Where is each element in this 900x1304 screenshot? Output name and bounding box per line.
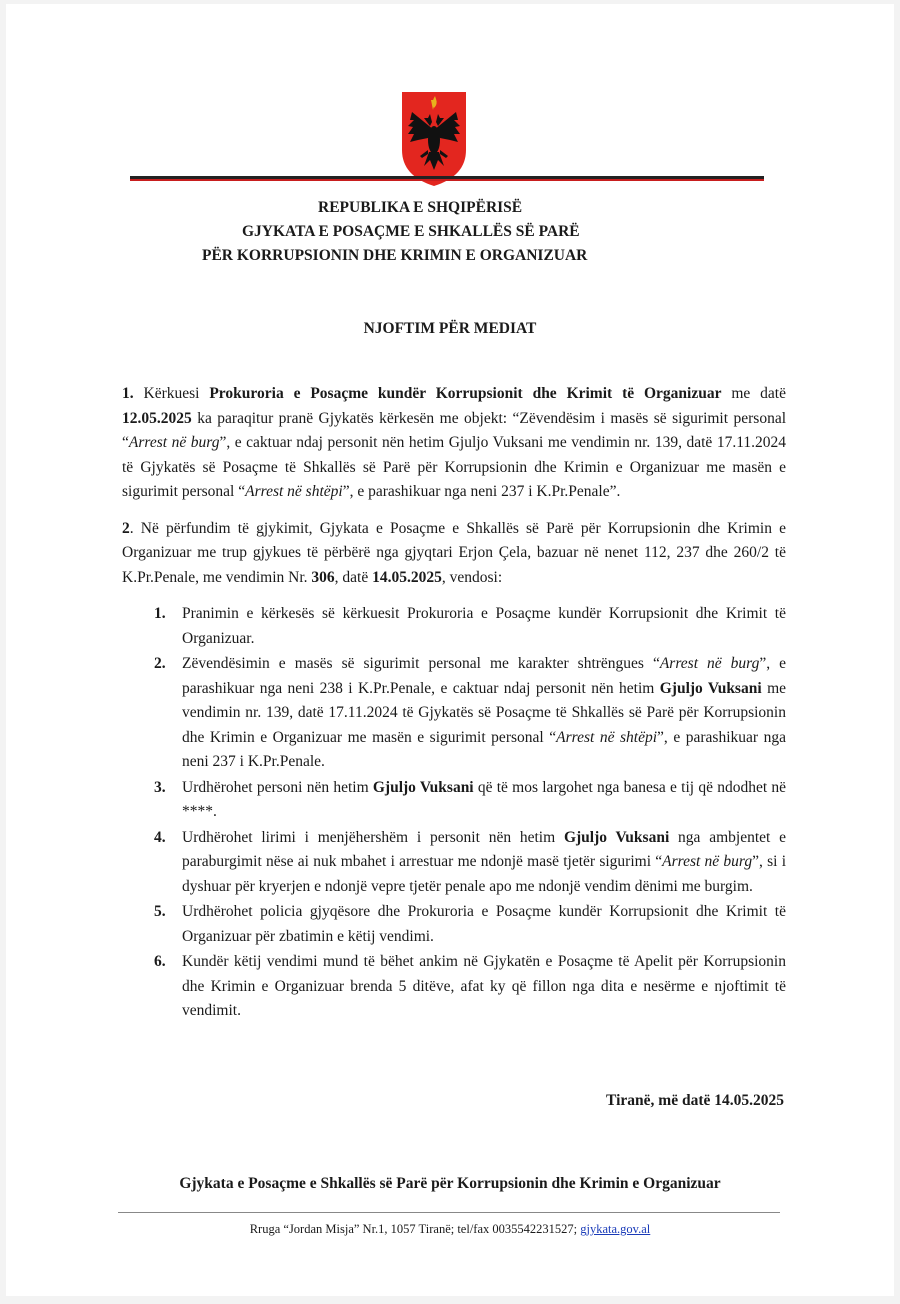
header-line-jurisdiction: PËR KORRUPSIONIN DHE KRIMIN E ORGANIZUAR (202, 247, 588, 264)
text-span: ”, e parashikuar nga neni 237 i K.Pr.Penale. (182, 728, 786, 770)
decision-date: 14.05.2025 (372, 568, 442, 586)
footer-address (0, 1222, 900, 1237)
text-span: që të mos largohet nga banesa e tij që ndodhet në ****. (182, 778, 787, 820)
document-page (6, 4, 894, 1296)
person-name: Gjuljo Vuksani (563, 828, 670, 846)
list-item (122, 776, 786, 825)
measure-italic: Arrest në shtëpi (556, 728, 658, 746)
person-name: Gjuljo Vuksani (372, 778, 474, 796)
text-span: ”, si i dyshuar për kryerjen e ndonjë vepre tjetër penale apo me ndonjë vendim dënimi me burgim. (182, 853, 787, 895)
text-span: ”, e parashikuar nga neni 238 i K.Pr.Penale, e caktuar ndaj personit nën hetim (182, 655, 786, 697)
paragraph-2 (122, 517, 786, 591)
person-name: Gjuljo Vuksani (659, 679, 762, 697)
text-span: Kundër këtij vendimi mund të bëhet ankim në Gjykatën e Posaçme të Apelit për Korrupsionin dhe Krimin e Organizuar brenda 5 ditëve, afat ky që fillon nga dita e nesërme e njoftimit të vendimit. (182, 953, 786, 1019)
list-item (122, 950, 786, 1024)
text-span: ”, e parashikuar nga neni 237 i K.Pr.Penale”. (342, 483, 621, 500)
prosecutor-name: Prokuroria e Posaçme kundër Korrupsionit dhe Krimit të Organizuar (209, 385, 722, 402)
list-item (122, 826, 786, 900)
text-span: Pranimin e kërkesës së kërkuesit Prokuroria e Posaçme kundër Korrupsionit dhe Krimit të Organizuar. (182, 605, 786, 647)
paragraph-1-number: 1. (122, 385, 134, 402)
text-span: . Në përfundim të gjykimit, Gjykata e Posaçme e Shkallës së Parë për Korrupsionin dhe Krimin e Organizuar me trup gjykues të përbërë nga gjyqtari Erjon Çela, bazuar në nenet 112, 237 dhe 260/2 të K.Pr.Penale, me vendimin Nr. (122, 519, 786, 586)
list-item (122, 652, 786, 775)
footer-address-text: Rruga “Jordan Misja” Nr.1, 1057 Tiranë; tel/fax 0035542231527; (249, 1222, 581, 1236)
list-item-number: 3. (154, 778, 166, 796)
footer-divider (118, 1212, 780, 1213)
text-span: , vendosi: (441, 568, 503, 586)
text-span: Urdhërohet personi nën hetim (182, 778, 373, 796)
text-span: , datë (334, 568, 373, 586)
text-span: nga ambjentet e paraburgimit nëse ai nuk mbahet i arrestuar me ndonjë masë tjetër sigurimi “ (182, 828, 787, 870)
document-body (122, 382, 786, 1025)
text-span: ”, e caktuar ndaj personit nën hetim Gjuljo Vuksani me vendimin nr. 139, datë 17.11.2024 të Gjykatës së Posaçme të Shkallës së Parë për Korrupsionin dhe Krimin e Organizuar me masën e sigurimit personal “ (122, 434, 787, 500)
text-span: Zëvendësimin e masës së sigurimit personal me karakter shtrëngues “ (182, 655, 660, 672)
decision-list (122, 602, 786, 1024)
list-item (122, 900, 786, 949)
place-and-date: Tiranë, më datë 14.05.2025 (606, 1092, 784, 1109)
request-date: 12.05.2025 (122, 409, 192, 427)
list-item (122, 602, 786, 651)
website-link[interactable]: gjykata.gov.al (580, 1222, 651, 1236)
measure-italic: Arrest në burg (128, 434, 220, 451)
text-span: Urdhërohet policia gjyqësore dhe Prokuroria e Posaçme kundër Korrupsionit dhe Krimit të Organizuar për zbatimin e këtij vendimi. (182, 903, 786, 945)
decision-number: 306 (311, 568, 335, 586)
measure-italic: Arrest në shtëpi (245, 483, 343, 500)
albanian-coat-of-arms-icon (400, 90, 468, 188)
list-item-number: 5. (154, 903, 166, 920)
paragraph-1 (122, 382, 786, 505)
list-item-number: 4. (154, 828, 166, 846)
measure-italic: Arrest në burg (662, 853, 753, 870)
footer-court-name: Gjykata e Posaçme e Shkallës së Parë për Korrupsionin dhe Krimin e Organizuar (179, 1175, 721, 1192)
measure-italic: Arrest në burg (659, 655, 760, 672)
paragraph-2-number: 2 (122, 519, 130, 537)
list-item-number: 6. (154, 953, 166, 970)
header-line-republic: REPUBLIKA E SHQIPËRISË (318, 199, 523, 216)
text-span: me vendimin nr. 139, datë 17.11.2024 të Gjykatës së Posaçme të Shkallës së Parë për Korrupsionin dhe Krimin e Organizuar me masën e sigurimit personal “ (182, 679, 787, 746)
text-span: ka paraqitur pranë Gjykatës kërkesën me objekt: “Zëvendësim i masës së sigurimit personal “ (122, 409, 786, 451)
document-title: NJOFTIM PËR MEDIAT (363, 320, 537, 337)
list-item-number: 2. (154, 655, 166, 672)
text-span: Kërkuesi (133, 385, 210, 402)
text-span: Urdhërohet lirimi i menjëhershëm i personit nën hetim (182, 828, 564, 846)
header-line-court: GJYKATA E POSAÇME E SHKALLËS SË PARË (242, 223, 580, 240)
list-item-number: 1. (154, 605, 166, 622)
text-span: me datë (721, 385, 786, 402)
header-rule-red (130, 179, 764, 181)
